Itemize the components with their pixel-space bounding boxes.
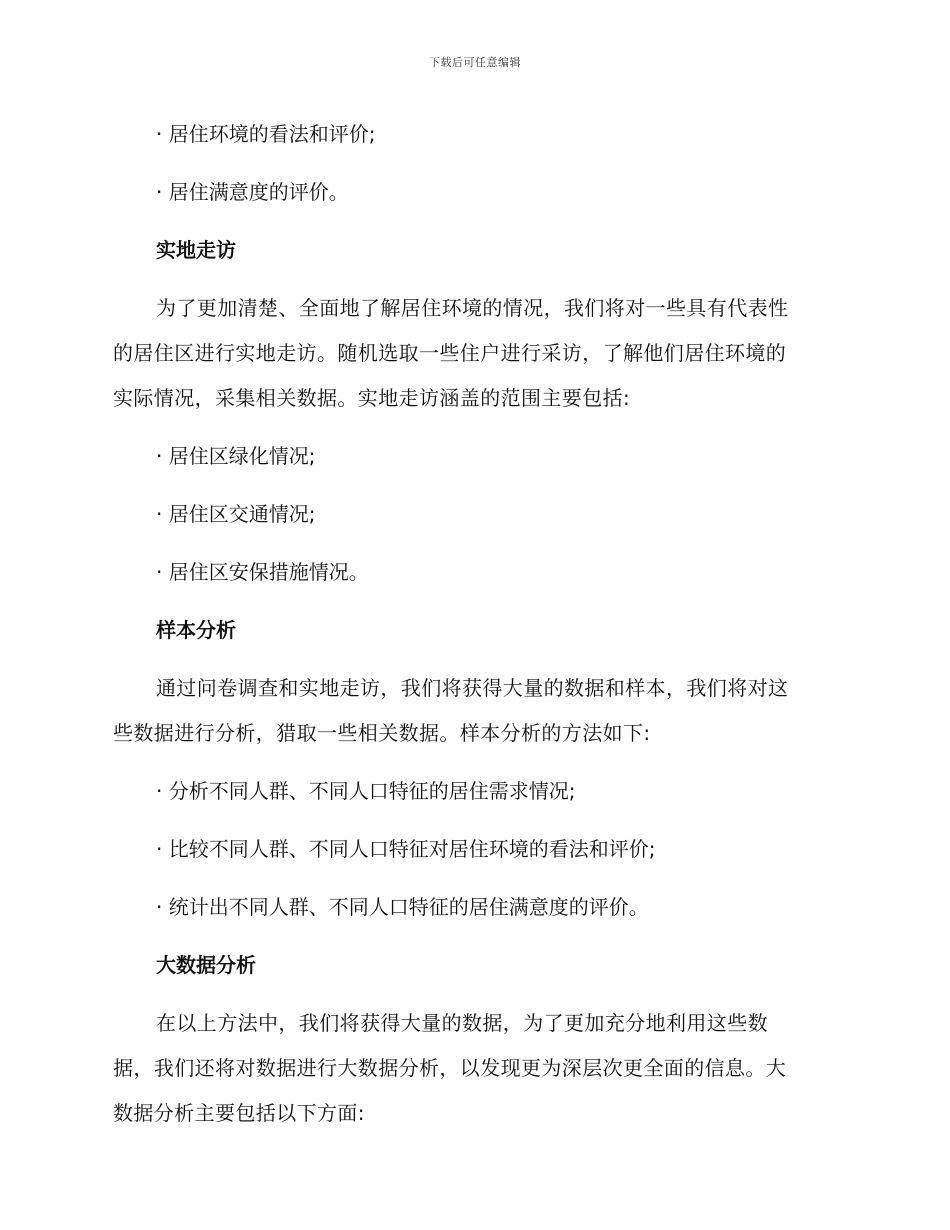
list-item: · 分析不同人群、不同人口特征的居住需求情况;: [156, 779, 576, 803]
paragraph-big-data-analysis: [113, 1001, 838, 1136]
paragraph-line: 的居住区进行实地走访。随机选取一些住户进行采访，了解他们居住环境的: [113, 341, 787, 365]
list-item: · 居住环境的看法和评价;: [156, 122, 376, 146]
paragraph-line: 据，我们还将对数据进行大数据分析，以发现更为深层次更全面的信息。大: [113, 1056, 787, 1080]
paragraph-line: 为了更加清楚、全面地了解居住环境的情况，我们将对一些具有代表性: [156, 296, 789, 320]
section-heading-field-visit: 实地走访: [156, 238, 236, 262]
list-item: · 居住区安保措施情况。: [156, 560, 369, 584]
list-item: · 比较不同人群、不同人口特征对居住环境的看法和评价;: [156, 837, 656, 861]
paragraph-line: 在以上方法中，我们将获得大量的数据，为了更加充分地利用这些数: [156, 1011, 768, 1035]
list-item: · 居住区交通情况;: [156, 502, 316, 526]
section-heading-sample-analysis: 样本分析: [156, 618, 236, 642]
list-item: · 居住区绿化情况;: [156, 444, 316, 468]
page-header: 下载后可任意编辑: [429, 56, 521, 69]
list-item: · 统计出不同人群、不同人口特征的居住满意度的评价。: [156, 895, 649, 919]
paragraph-line: 通过问卷调查和实地走访，我们将获得大量的数据和样本，我们将对这: [156, 676, 789, 700]
section-heading-big-data-analysis: 大数据分析: [156, 953, 256, 977]
document-body: [113, 112, 838, 1149]
paragraph-line: 些数据进行分析，猎取一些相关数据。样本分析的方法如下:: [113, 721, 651, 745]
paragraph-sample-analysis: [113, 666, 838, 756]
paragraph-line: 实际情况，采集相关数据。实地走访涵盖的范围主要包括:: [113, 386, 631, 410]
paragraph-line: 数据分析主要包括以下方面:: [113, 1101, 365, 1125]
list-item: · 居住满意度的评价。: [156, 180, 349, 204]
paragraph-field-visit: [113, 286, 838, 421]
